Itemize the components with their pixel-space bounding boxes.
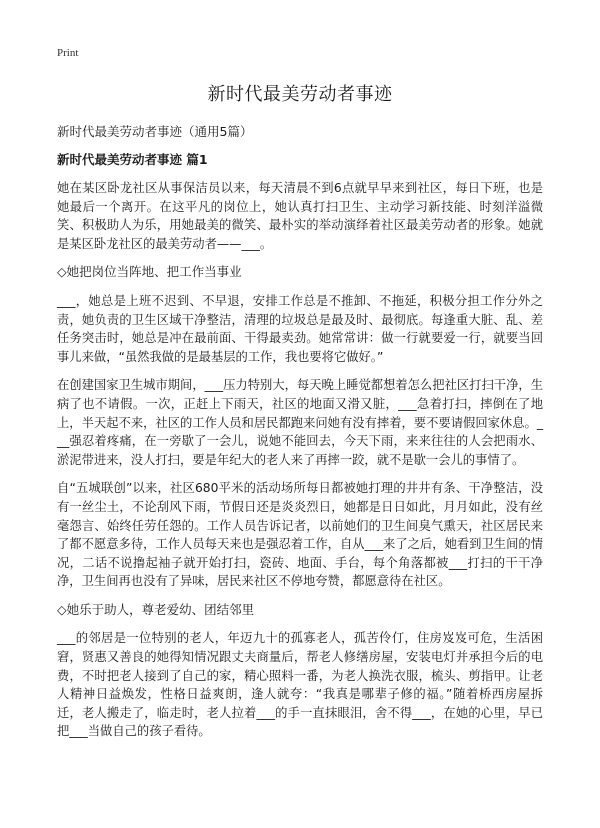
- paragraph-intro: 她在某区卧龙社区从事保洁员以来，每天清晨不到6点就早早来到社区，每日下班，也是她最后一个离开。在这平凡的岗位上，她认真打扫卫生、主动学习新技能、时刻洋溢微笑、积极助人为乐，用她最美的微笑、最朴实的举动演绎着社区最美劳动者的形象。她就是某区卧龙社区的最美劳动者——___。: [57, 181, 543, 251]
- paragraph-dedication: ___，她总是上班不迟到、不早退，安排工作总是不推卸、不拖延，积极分担工作分外之责，她负责的卫生区域干净整洁，清理的垃圾总是最及时、最彻底。每逢重大脏、乱、差任务突击时，她总是冲在最前面、干得最卖劲。她常常讲：做一行就要爱一行，就要当回事儿来做，“虽然我做的是最基层的工作，我也要将它做好。”: [57, 293, 543, 364]
- print-link[interactable]: Print: [57, 47, 79, 59]
- subheading-helping: ◇她乐于助人，尊老爱幼、团结邻里: [57, 601, 255, 617]
- paragraph-hygiene-campaign: 在创建国家卫生城市期间，___压力特别大，每天晚上睡觉都想着怎么把社区打扫干净，生病了也不请假。一次，正赶上下雨天，社区的地面又滑又脏，___急着打扫，摔倒在了地上，半天起不来，社区的工作人员和居民都跑来问她有没有摔着，要不要请假回家休息。___强忍着疼痛，在一旁歇了一会儿，说她不能回去，今天下雨，来来往往的人会把雨水、淤泥带进来，没人打扫，要是年纪大的老人来了再摔一跤，就不是歇一会儿的事情了。: [57, 378, 543, 467]
- subheading-job: ◇她把岗位当阵地、把工作当事业: [57, 264, 242, 280]
- document-subtitle: 新时代最美劳动者事迹（通用5篇）: [57, 124, 253, 139]
- article-body: [57, 179, 543, 751]
- section-heading: 新时代最美劳动者事迹 篇1: [57, 152, 208, 167]
- page-title: 新时代最美劳动者事迹: [207, 84, 393, 105]
- paragraph-neighbor: ___的邻居是一位特别的老人，年迈九十的孤寡老人，孤苦伶仃，住房岌岌可危，生活困窘，贤惠又善良的她得知情况跟丈夫商量后，帮老人修缮房屋，安装电灯并承担今后的电费，不时把老人接到了自己的家，精心照料一番，为老人换洗衣服，梳头、剪指甲。让老人精神日益焕发，性格日益爽朗，逢人就夸：“我真是哪辈子修的福。”随着桥西房屋拆迁，老人搬走了，临走时，老人拉着___的手一直抹眼泪，舍不得___，在她的心里，早已把___当做自己的孩子看待。: [57, 631, 543, 739]
- paragraph-five-cities: 自“五城联创”以来，社区680平米的活动场所每日都被她打理的井井有条、干净整洁，没有一丝尘土，不论刮风下雨，节假日还是炎炎烈日，她都是日日如此，月月如此，没有丝毫怨言、始终任劳任怨的。工作人员告诉记者，以前她们的卫生间臭气熏天，社区居民来了都不愿意多待，工作人员每天来也是强忍着工作，自从___来了之后，她看到卫生间的情况，二话不说撸起袖子就开始打扫，瓷砖、地面、手台，每个角落都被___打扫的干干净净，卫生间再也没有了异味，居民来社区不停地夸赞，都愿意待在社区。: [57, 481, 543, 589]
